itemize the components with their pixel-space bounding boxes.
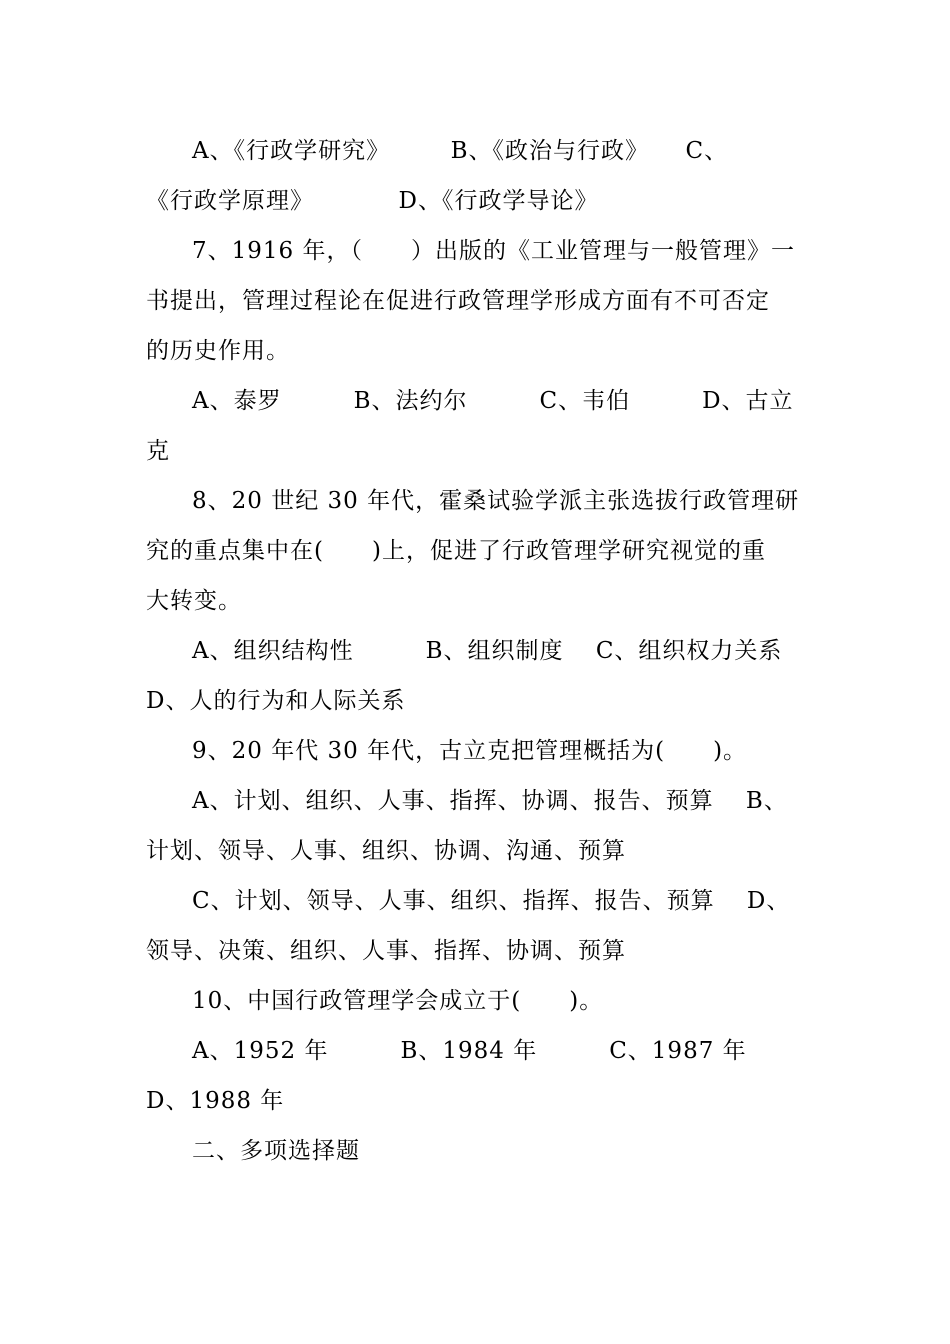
q6-options-line-2: 《行政学原理》 D、《行政学导论》 [146, 188, 599, 214]
q10-stem: 10、中国行政管理学会成立于( )。 [192, 988, 604, 1014]
q6-options-line-1: A、《行政学研究》 B、《政治与行政》 C、 [192, 138, 729, 164]
q8-stem-line-2: 究的重点集中在( )上，促进了行政管理学研究视觉的重 [146, 538, 766, 564]
q8-options-line-2: D、人的行为和人际关系 [146, 688, 406, 714]
q8-options-line-1: A、组织结构性 B、组织制度 C、组织权力关系 [192, 638, 783, 664]
q7-options-line-2: 克 [146, 438, 170, 464]
q7-options-line-1: A、泰罗 B、法约尔 C、韦伯 D、古立 [192, 388, 794, 414]
q10-options-line-1: A、1952 年 B、1984 年 C、1987 年 [192, 1038, 747, 1064]
q7-stem-line-1: 7、1916 年，（ ）出版的《工业管理与一般管理》一 [192, 238, 795, 264]
q9-stem: 9、20 年代 30 年代，古立克把管理概括为( )。 [192, 738, 748, 764]
q7-stem-line-3: 的历史作用。 [146, 338, 290, 364]
q9-options-line-4: 领导、决策、组织、人事、指挥、协调、预算 [146, 938, 626, 964]
q9-options-line-1: A、计划、组织、人事、指挥、协调、报告、预算 B、 [192, 788, 788, 814]
q7-stem-line-2: 书提出，管理过程论在促进行政管理学形成方面有不可否定 [146, 288, 770, 314]
q10-options-line-2: D、1988 年 [146, 1088, 285, 1114]
q9-options-line-3: C、计划、领导、人事、组织、指挥、报告、预算 D、 [192, 888, 791, 914]
section-heading: 二、多项选择题 [192, 1138, 360, 1164]
q8-stem-line-3: 大转变。 [146, 588, 242, 614]
q8-stem-line-1: 8、20 世纪 30 年代，霍桑试验学派主张选拔行政管理研 [192, 488, 800, 514]
q9-options-line-2: 计划、领导、人事、组织、协调、沟通、预算 [146, 838, 626, 864]
